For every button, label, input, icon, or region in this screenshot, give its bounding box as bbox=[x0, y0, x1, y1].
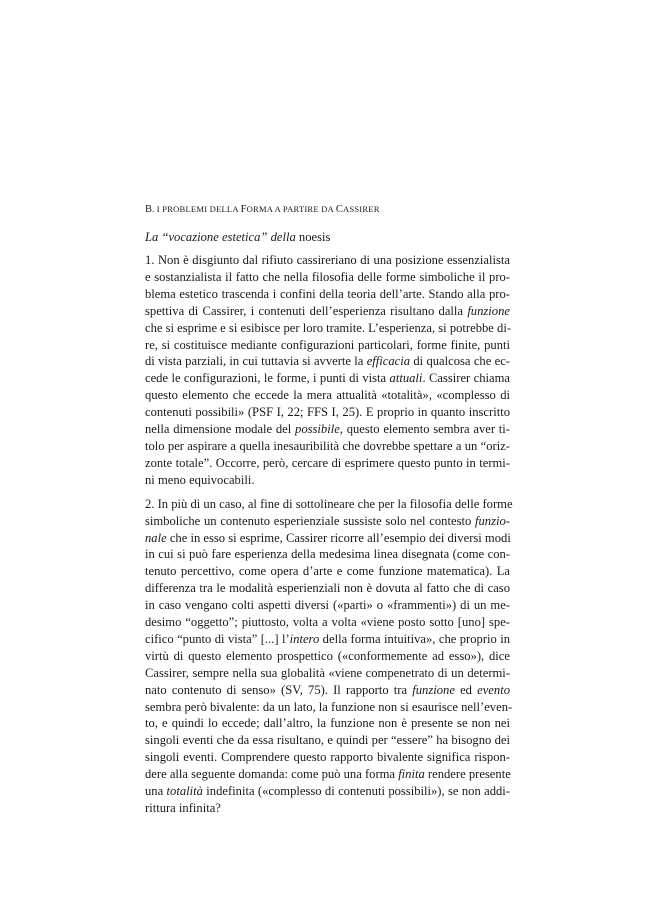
text-line bbox=[145, 749, 510, 766]
text-line bbox=[145, 530, 510, 547]
text-line bbox=[145, 546, 510, 563]
italic-text: evento bbox=[477, 682, 510, 697]
subsection-title bbox=[145, 229, 510, 245]
text-segment: in caso vengano colti aspetti diversi («parti» o «frammenti») di un me- bbox=[145, 598, 510, 613]
text-line bbox=[145, 597, 510, 614]
text-segment: zonte totale”. Occorre, però, cercare di esprimere questo punto in termi- bbox=[145, 455, 510, 470]
text-segment: di vista parziali, in cui tuttavia si avverte la bbox=[145, 354, 367, 369]
text-segment: virtù di questo elemento prospettico («conformemente ad esso»), dice bbox=[145, 648, 510, 663]
text-line bbox=[145, 472, 510, 489]
text-segment: nella dimensione modale del bbox=[145, 422, 296, 437]
text-segment: Cassirer, sempre nella sua globalità «viene compenetrato di un determi- bbox=[145, 665, 510, 680]
text-line bbox=[145, 496, 513, 513]
text-segment: indefinita («complesso di contenuti possibili»), se non addi- bbox=[202, 784, 510, 799]
text-segment: spettiva di Cassirer, i contenuti dell’esperienza risultano dalla bbox=[145, 303, 468, 318]
text-line bbox=[145, 337, 510, 354]
text-segment: 2. In più di un caso, al fine di sottolineare che per la filosofia delle forme bbox=[145, 496, 513, 511]
italic-text: nale bbox=[145, 530, 167, 545]
paragraph bbox=[145, 252, 510, 489]
text-line bbox=[145, 682, 510, 699]
text-segment: desimo “oggetto”; piuttosto, volta a volta «viene posto sotto [uno] spe- bbox=[145, 615, 510, 630]
text-line bbox=[145, 269, 510, 286]
text-segment: dere alla seguente domanda: come può una forma bbox=[145, 767, 399, 782]
text-line bbox=[145, 387, 510, 404]
text-segment: che si esprime e si esibisce per loro tramite. L’esperienza, si potrebbe di- bbox=[145, 320, 512, 335]
text-line bbox=[145, 631, 510, 648]
text-line bbox=[145, 648, 510, 665]
italic-text: funzione bbox=[467, 303, 510, 318]
text-line bbox=[145, 404, 510, 421]
text-line bbox=[145, 800, 510, 817]
text-line bbox=[145, 783, 510, 800]
text-segment: cifico “punto di vista” [...] l’ bbox=[145, 631, 290, 646]
text-line bbox=[145, 513, 510, 530]
text-segment: contenuti possibili» (PSF I, 22; FFS I, 25). E proprio in quanto inscritto bbox=[145, 405, 510, 420]
text-line bbox=[145, 665, 510, 682]
text-segment: singoli eventi. Comprendere questo rapporto bivalente significa rispon- bbox=[145, 750, 510, 765]
text-segment: cede le configurazioni, le forme, i punti di vista bbox=[145, 371, 390, 386]
text-line bbox=[145, 286, 510, 303]
text-segment: simboliche un contenuto esperienziale sussiste solo nel contesto bbox=[145, 513, 476, 528]
italic-text: funzio- bbox=[475, 513, 510, 528]
text-line bbox=[145, 303, 510, 320]
text-segment: nato contenuto di senso» (SV, 75). Il rapporto tra bbox=[145, 682, 413, 697]
text-line bbox=[145, 252, 510, 269]
italic-text: possibile bbox=[295, 422, 340, 437]
text-segment: blema estetico trascenda i confini della teoria dell’arte. Stando alla pro- bbox=[145, 286, 510, 301]
text-segment: ni meno equivocabili. bbox=[145, 472, 255, 487]
subsection-title-italic: La “vocazione estetica” della bbox=[145, 230, 296, 244]
text-line bbox=[145, 580, 510, 597]
section-heading bbox=[145, 203, 510, 216]
italic-text: funzione bbox=[412, 682, 455, 697]
text-line bbox=[145, 320, 510, 337]
text-segment: tolo per aspirare a quella inesauribilità che dovrebbe spettare a un “oriz- bbox=[145, 438, 510, 453]
italic-text: finita bbox=[398, 767, 425, 782]
text-segment: 1. Non è disgiunto dal rifiuto cassireriano di una posizione essenzialista bbox=[145, 253, 510, 267]
italic-text: efficacia bbox=[366, 354, 411, 369]
text-segment: tenuto percettivo, come opera d’arte e come funzione matematica). La bbox=[145, 564, 510, 579]
paragraph bbox=[145, 496, 513, 817]
section-heading-part: ASSIRER bbox=[342, 204, 380, 214]
text-segment: che in esso si esprime, Cassirer ricorre all’esempio dei diversi modi bbox=[166, 530, 511, 545]
body-text bbox=[145, 252, 513, 817]
text-segment: in cui si può fare esperienza della medesima linea disegnata (come con- bbox=[145, 547, 510, 562]
text-segment: della forma intuitiva», che proprio in bbox=[319, 631, 510, 646]
text-segment: questo elemento che eccede la mera attualità «totalità», «complesso di bbox=[145, 388, 510, 403]
italic-text: attuali bbox=[389, 371, 423, 386]
text-segment: una bbox=[145, 784, 167, 799]
text-line bbox=[145, 421, 510, 438]
text-line bbox=[145, 370, 510, 387]
section-heading-part: ORMA A PARTIRE DA bbox=[246, 204, 336, 214]
text-line bbox=[145, 353, 510, 370]
text-line bbox=[145, 438, 510, 455]
text-segment: e sostanzialista il fatto che nella filosofia delle forme simboliche il pro- bbox=[145, 269, 510, 284]
section-heading-part: . I PROBLEMI DELLA bbox=[152, 204, 241, 214]
subsection-title-roman: noesis bbox=[295, 230, 331, 244]
text-segment: ed bbox=[454, 682, 478, 697]
text-segment: rittura infinita? bbox=[145, 801, 221, 815]
text-line bbox=[145, 614, 510, 631]
text-line bbox=[145, 563, 510, 580]
text-line bbox=[145, 732, 510, 749]
text-segment: di qualcosa che ec- bbox=[410, 354, 510, 369]
text-line bbox=[145, 455, 510, 472]
text-segment: differenza tra le modalità esperienziali non è dovuta al fatto che di caso bbox=[145, 581, 510, 596]
text-line bbox=[145, 699, 513, 716]
text-segment: to, e quindi lo eccede; dall’altro, la funzione non è presente se non nei bbox=[145, 716, 510, 731]
section-heading-part: B bbox=[145, 204, 153, 215]
italic-text: intero bbox=[289, 631, 320, 646]
text-segment: . Cassirer chiama bbox=[422, 371, 510, 386]
text-segment: re, si costituisce mediante configurazioni particolari, forme finite, punti bbox=[145, 337, 510, 352]
italic-text: totalità bbox=[166, 784, 203, 799]
section-heading-part: C bbox=[335, 204, 343, 215]
text-line bbox=[145, 766, 510, 783]
text-segment: sembra però bivalente: da un lato, la funzione non si esaurisce nell’even- bbox=[145, 699, 513, 714]
text-segment: , questo elemento sembra aver ti- bbox=[339, 422, 510, 437]
section-heading-part: F bbox=[240, 204, 247, 215]
text-segment: rendere presente bbox=[424, 767, 511, 782]
text-segment: singoli eventi che da essa risultano, e quindi per “essere” ha bisogno dei bbox=[145, 733, 510, 748]
book-page bbox=[145, 203, 513, 817]
text-line bbox=[145, 715, 510, 732]
